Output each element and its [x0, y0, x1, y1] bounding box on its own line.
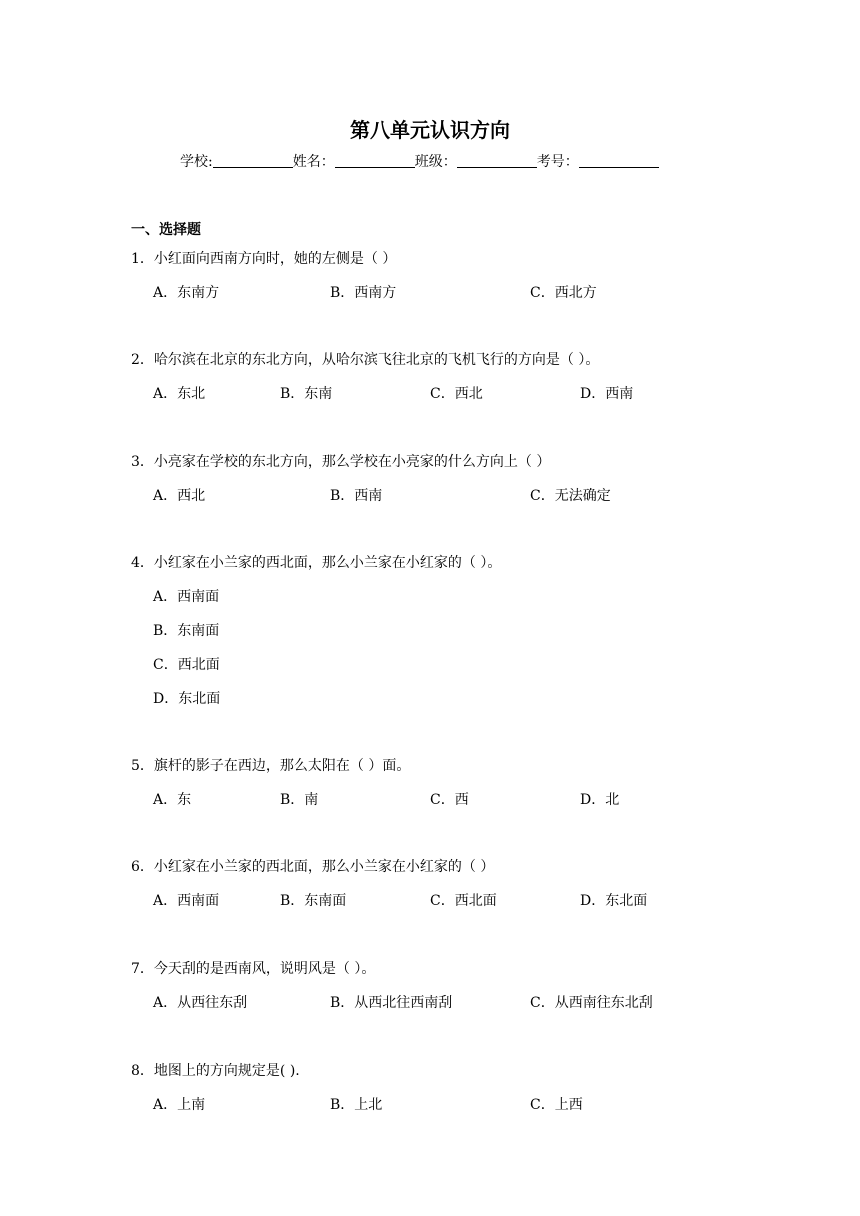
question-7: 7．今天刮的是西南风，说明风是（ ）。 — [131, 961, 376, 977]
q5-option-a[interactable]: A．东 — [153, 792, 192, 808]
q4-option-b[interactable]: B．东南面 — [153, 623, 220, 639]
q5-option-b[interactable]: B．南 — [280, 792, 319, 808]
class-blank[interactable] — [457, 153, 537, 168]
q4-option-a[interactable]: A．西南面 — [153, 589, 220, 605]
question-6: 6．小红家在小兰家的西北面，那么小兰家在小红家的（ ） — [131, 859, 495, 875]
q7-option-b[interactable]: B．从西北往西南刮 — [330, 995, 453, 1011]
q6-option-a[interactable]: A．西南面 — [153, 893, 220, 909]
student-info-line — [180, 151, 659, 171]
section-heading: 一、选择题 — [131, 222, 201, 238]
exam-number-blank[interactable] — [579, 153, 659, 168]
q4-option-d[interactable]: D．东北面 — [153, 691, 221, 707]
question-4: 4．小红家在小兰家的西北面，那么小兰家在小红家的（ ）。 — [131, 555, 502, 571]
question-1: 1．小红面向西南方向时，她的左侧是（ ） — [131, 251, 397, 267]
exam-number-label: 考号： — [536, 154, 579, 170]
q1-option-b[interactable]: B．西南方 — [330, 285, 397, 301]
question-8: 8．地图上的方向规定是( ). — [131, 1063, 300, 1079]
school-blank[interactable] — [213, 153, 293, 168]
q1-option-c[interactable]: C．西北方 — [530, 285, 597, 301]
q3-option-c[interactable]: C．无法确定 — [530, 488, 611, 504]
q6-option-b[interactable]: B．东南面 — [280, 893, 347, 909]
q6-option-d[interactable]: D．东北面 — [580, 893, 648, 909]
q5-option-c[interactable]: C．西 — [430, 792, 469, 808]
q2-option-b[interactable]: B．东南 — [280, 386, 333, 402]
page-title: 第八单元认识方向 — [350, 118, 510, 142]
q3-option-a[interactable]: A．西北 — [153, 488, 206, 504]
q5-option-d[interactable]: D．北 — [580, 792, 620, 808]
q2-option-a[interactable]: A．东北 — [153, 386, 206, 402]
q4-option-c[interactable]: C．西北面 — [153, 657, 220, 673]
q8-option-c[interactable]: C．上西 — [530, 1097, 583, 1113]
question-2: 2．哈尔滨在北京的东北方向，从哈尔滨飞往北京的飞机飞行的方向是（ ）。 — [131, 352, 600, 368]
school-label: 学校: — [180, 154, 213, 170]
class-label: 班级： — [414, 154, 457, 170]
q1-option-a[interactable]: A．东南方 — [153, 285, 220, 301]
q2-option-c[interactable]: C．西北 — [430, 386, 483, 402]
question-5: 5．旗杆的影子在西边，那么太阳在（ ）面。 — [131, 758, 411, 774]
q8-option-a[interactable]: A．上南 — [153, 1097, 206, 1113]
question-3: 3．小亮家在学校的东北方向，那么学校在小亮家的什么方向上（ ） — [131, 454, 551, 470]
name-blank[interactable] — [335, 153, 415, 168]
name-label: 姓名： — [292, 154, 335, 170]
q7-option-a[interactable]: A．从西往东刮 — [153, 995, 248, 1011]
q3-option-b[interactable]: B．西南 — [330, 488, 383, 504]
q6-option-c[interactable]: C．西北面 — [430, 893, 497, 909]
q7-option-c[interactable]: C．从西南往东北刮 — [530, 995, 653, 1011]
q8-option-b[interactable]: B．上北 — [330, 1097, 383, 1113]
q2-option-d[interactable]: D．西南 — [580, 386, 634, 402]
